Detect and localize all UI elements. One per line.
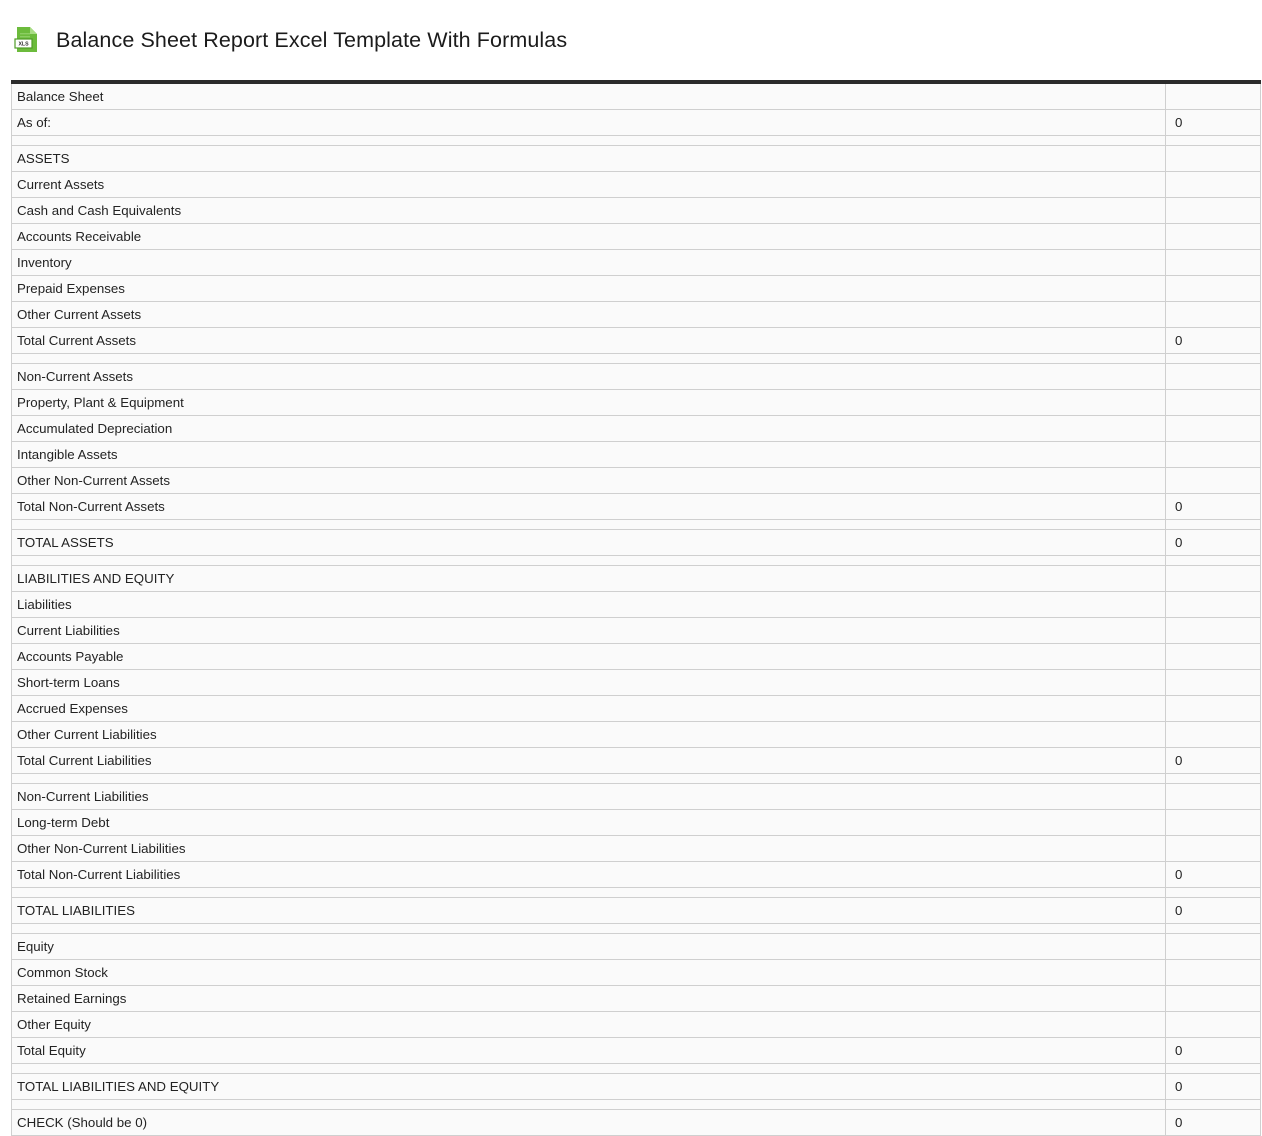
page-title: Balance Sheet Report Excel Template With Formulas <box>56 27 568 52</box>
row-value-cell[interactable] <box>1166 390 1261 416</box>
row-value-cell[interactable]: 0 <box>1166 898 1261 924</box>
row-value-cell[interactable] <box>1166 696 1261 722</box>
row-value-cell[interactable] <box>1166 82 1261 110</box>
row-label-cell[interactable]: Total Non-Current Liabilities <box>12 862 1166 888</box>
table-row <box>12 1074 1261 1100</box>
balance-sheet-body <box>12 82 1261 1136</box>
row-label-cell[interactable]: TOTAL LIABILITIES AND EQUITY <box>12 1074 1166 1100</box>
spacer-cell <box>1166 520 1261 530</box>
spacer-cell <box>12 136 1166 146</box>
row-label-cell[interactable]: Intangible Assets <box>12 442 1166 468</box>
spacer-cell <box>1166 1100 1261 1110</box>
row-label-cell[interactable]: Total Current Assets <box>12 328 1166 354</box>
row-value-cell[interactable]: 0 <box>1166 1074 1261 1100</box>
row-value-cell[interactable] <box>1166 592 1261 618</box>
table-row <box>12 566 1261 592</box>
spacer-cell <box>1166 556 1261 566</box>
table-row <box>12 986 1261 1012</box>
table-row <box>12 198 1261 224</box>
row-value-cell[interactable] <box>1166 934 1261 960</box>
row-label-cell[interactable]: Prepaid Expenses <box>12 276 1166 302</box>
row-value-cell[interactable]: 0 <box>1166 1110 1261 1136</box>
row-label-cell[interactable]: Long-term Debt <box>12 810 1166 836</box>
table-row <box>12 250 1261 276</box>
spacer-cell <box>12 888 1166 898</box>
spacer-row <box>12 1100 1261 1110</box>
row-value-cell[interactable] <box>1166 468 1261 494</box>
row-label-cell[interactable]: Other Current Liabilities <box>12 722 1166 748</box>
document-header <box>0 0 1262 80</box>
row-value-cell[interactable] <box>1166 986 1261 1012</box>
spacer-cell <box>1166 774 1261 784</box>
table-row <box>12 934 1261 960</box>
row-value-cell[interactable] <box>1166 198 1261 224</box>
row-value-cell[interactable] <box>1166 302 1261 328</box>
row-value-cell[interactable] <box>1166 442 1261 468</box>
row-value-cell[interactable]: 0 <box>1166 862 1261 888</box>
row-value-cell[interactable]: 0 <box>1166 530 1261 556</box>
table-row <box>12 172 1261 198</box>
row-value-cell[interactable] <box>1166 172 1261 198</box>
spacer-row <box>12 1064 1261 1074</box>
row-label-cell[interactable]: TOTAL LIABILITIES <box>12 898 1166 924</box>
table-row <box>12 722 1261 748</box>
row-value-cell[interactable] <box>1166 618 1261 644</box>
spacer-cell <box>1166 888 1261 898</box>
svg-text:XLS: XLS <box>18 41 29 48</box>
table-row <box>12 1110 1261 1136</box>
row-value-cell[interactable] <box>1166 250 1261 276</box>
spacer-cell <box>12 354 1166 364</box>
row-label-cell[interactable]: CHECK (Should be 0) <box>12 1110 1166 1136</box>
table-row <box>12 810 1261 836</box>
spacer-row <box>12 774 1261 784</box>
table-row <box>12 670 1261 696</box>
spacer-cell <box>1166 924 1261 934</box>
table-row <box>12 364 1261 390</box>
row-value-cell[interactable] <box>1166 1012 1261 1038</box>
table-row <box>12 82 1261 110</box>
row-value-cell[interactable] <box>1166 146 1261 172</box>
balance-sheet-table <box>11 80 1261 1136</box>
row-label-cell[interactable]: Total Current Liabilities <box>12 748 1166 774</box>
row-label-cell[interactable]: Accumulated Depreciation <box>12 416 1166 442</box>
row-label-cell[interactable]: As of: <box>12 110 1166 136</box>
table-row <box>12 276 1261 302</box>
table-row <box>12 224 1261 250</box>
table-row <box>12 468 1261 494</box>
row-label-cell[interactable]: Accrued Expenses <box>12 696 1166 722</box>
table-row <box>12 862 1261 888</box>
spacer-cell <box>1166 354 1261 364</box>
table-row <box>12 390 1261 416</box>
table-row <box>12 784 1261 810</box>
row-value-cell[interactable] <box>1166 224 1261 250</box>
table-row <box>12 110 1261 136</box>
row-label-cell[interactable]: Inventory <box>12 250 1166 276</box>
row-label-cell[interactable]: Accounts Payable <box>12 644 1166 670</box>
row-value-cell[interactable] <box>1166 276 1261 302</box>
row-label-cell[interactable]: Non-Current Assets <box>12 364 1166 390</box>
table-row <box>12 146 1261 172</box>
spacer-row <box>12 924 1261 934</box>
table-row <box>12 644 1261 670</box>
row-label-cell[interactable]: Other Equity <box>12 1012 1166 1038</box>
row-label-cell[interactable]: Liabilities <box>12 592 1166 618</box>
row-label-cell[interactable]: ASSETS <box>12 146 1166 172</box>
spacer-cell <box>12 924 1166 934</box>
row-label-cell[interactable]: LIABILITIES AND EQUITY <box>12 566 1166 592</box>
spacer-cell <box>12 774 1166 784</box>
row-label-cell[interactable]: Other Non-Current Liabilities <box>12 836 1166 862</box>
row-label-cell[interactable]: Equity <box>12 934 1166 960</box>
row-label-cell[interactable]: Common Stock <box>12 960 1166 986</box>
table-row <box>12 1012 1261 1038</box>
row-label-cell[interactable]: Other Current Assets <box>12 302 1166 328</box>
row-label-cell[interactable]: Non-Current Liabilities <box>12 784 1166 810</box>
table-row <box>12 328 1261 354</box>
row-label-cell[interactable]: Retained Earnings <box>12 986 1166 1012</box>
row-value-cell[interactable] <box>1166 416 1261 442</box>
table-row <box>12 530 1261 556</box>
spreadsheet-container <box>0 80 1262 1136</box>
spacer-row <box>12 520 1261 530</box>
row-value-cell[interactable] <box>1166 566 1261 592</box>
table-row <box>12 836 1261 862</box>
table-row <box>12 592 1261 618</box>
spacer-cell <box>12 1100 1166 1110</box>
table-row <box>12 416 1261 442</box>
row-label-cell[interactable]: Total Non-Current Assets <box>12 494 1166 520</box>
table-row <box>12 1038 1261 1064</box>
spacer-row <box>12 136 1261 146</box>
xls-file-icon <box>14 26 40 56</box>
row-label-cell[interactable]: Current Assets <box>12 172 1166 198</box>
row-value-cell[interactable] <box>1166 644 1261 670</box>
row-value-cell[interactable]: 0 <box>1166 494 1261 520</box>
spacer-row <box>12 888 1261 898</box>
spacer-row <box>12 556 1261 566</box>
row-value-cell[interactable]: 0 <box>1166 1038 1261 1064</box>
spacer-cell <box>12 1064 1166 1074</box>
row-label-cell[interactable]: Other Non-Current Assets <box>12 468 1166 494</box>
row-label-cell[interactable]: Balance Sheet <box>12 82 1166 110</box>
table-row <box>12 302 1261 328</box>
spacer-cell <box>12 556 1166 566</box>
table-row <box>12 696 1261 722</box>
spacer-cell <box>12 520 1166 530</box>
row-label-cell[interactable]: Total Equity <box>12 1038 1166 1064</box>
row-label-cell[interactable]: Property, Plant & Equipment <box>12 390 1166 416</box>
table-row <box>12 898 1261 924</box>
row-value-cell[interactable] <box>1166 960 1261 986</box>
table-row <box>12 618 1261 644</box>
row-value-cell[interactable]: 0 <box>1166 748 1261 774</box>
row-value-cell[interactable] <box>1166 364 1261 390</box>
row-value-cell[interactable] <box>1166 722 1261 748</box>
row-value-cell[interactable]: 0 <box>1166 328 1261 354</box>
row-label-cell[interactable]: Accounts Receivable <box>12 224 1166 250</box>
row-label-cell[interactable]: Short-term Loans <box>12 670 1166 696</box>
spacer-cell <box>1166 1064 1261 1074</box>
spacer-cell <box>1166 136 1261 146</box>
row-value-cell[interactable] <box>1166 784 1261 810</box>
table-row <box>12 960 1261 986</box>
row-value-cell[interactable] <box>1166 810 1261 836</box>
table-row <box>12 494 1261 520</box>
row-value-cell[interactable] <box>1166 836 1261 862</box>
row-value-cell[interactable] <box>1166 670 1261 696</box>
row-label-cell[interactable]: Current Liabilities <box>12 618 1166 644</box>
row-label-cell[interactable]: TOTAL ASSETS <box>12 530 1166 556</box>
table-row <box>12 442 1261 468</box>
spacer-row <box>12 354 1261 364</box>
table-row <box>12 748 1261 774</box>
row-label-cell[interactable]: Cash and Cash Equivalents <box>12 198 1166 224</box>
row-value-cell[interactable]: 0 <box>1166 110 1261 136</box>
